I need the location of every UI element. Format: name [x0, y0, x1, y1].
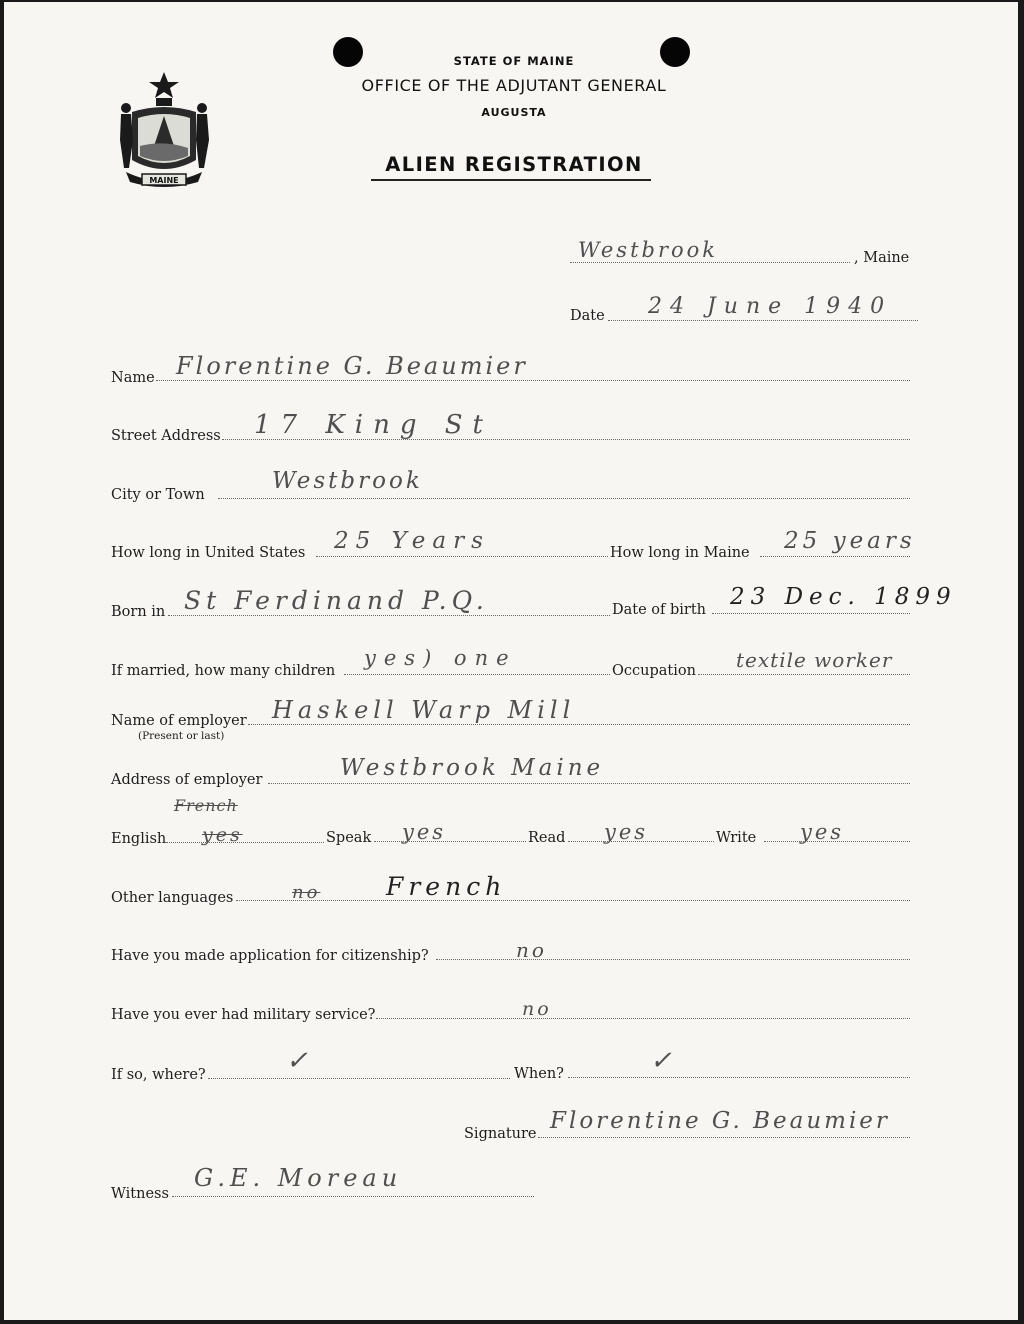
employer-name-entry: Haskell Warp Mill — [272, 696, 576, 724]
how-long-maine-label: How long in Maine — [610, 545, 750, 561]
name-entry: Florentine G. Beaumier — [176, 352, 528, 380]
city-heading: AUGUSTA — [481, 106, 547, 119]
write-label: Write — [716, 830, 757, 846]
married-children-line — [344, 674, 610, 675]
form-title: ALIEN REGISTRATION — [385, 153, 643, 176]
write-entry: yes — [800, 820, 845, 844]
town-line — [570, 262, 850, 263]
married-children-entry: yes) one — [364, 646, 517, 670]
street-address-label: Street Address — [111, 428, 221, 444]
when-entry: ✓ — [650, 1046, 675, 1076]
registration-form — [4, 2, 1018, 1320]
date-entry: 24 June 1940 — [648, 294, 893, 319]
occupation-entry: textile worker — [736, 648, 893, 672]
maine-seal-icon — [112, 68, 216, 192]
military-line — [376, 1018, 910, 1019]
name-label: Name — [111, 370, 155, 386]
office-heading: OFFICE OF THE ADJUTANT GENERAL — [361, 76, 667, 95]
employer-note: (Present or last) — [138, 730, 225, 742]
where-label: If so, where? — [111, 1067, 206, 1083]
date-line — [608, 320, 918, 321]
witness-entry: G.E. Moreau — [194, 1164, 403, 1192]
born-in-entry: St Ferdinand P.Q. — [184, 586, 489, 615]
occupation-label: Occupation — [612, 663, 696, 679]
how-long-us-entry: 25 Years — [334, 528, 490, 554]
maine-label: , Maine — [854, 250, 910, 266]
employer-name-line — [248, 724, 910, 725]
employer-address-entry: Westbrook Maine — [340, 755, 605, 781]
name-line — [156, 380, 910, 381]
date-of-birth-label: Date of birth — [612, 602, 707, 618]
speak-line — [374, 841, 526, 842]
citizenship-entry: no — [516, 938, 547, 962]
other-languages-line — [236, 900, 910, 901]
speak-label: Speak — [326, 830, 372, 846]
english-struck-entry: French — [174, 796, 238, 815]
where-line — [208, 1078, 510, 1079]
how-long-maine-line — [760, 556, 910, 557]
born-in-label: Born in — [111, 604, 166, 620]
how-long-us-label: How long in United States — [111, 545, 306, 561]
when-line — [568, 1077, 910, 1078]
street-address-entry: 17 King St — [254, 410, 494, 440]
where-entry: ✓ — [286, 1046, 311, 1076]
state-heading: STATE OF MAINE — [453, 54, 575, 68]
english-entry: yes — [202, 824, 243, 846]
employer-name-label: Name of employer — [111, 713, 247, 729]
employer-address-label: Address of employer — [111, 772, 263, 788]
born-in-line — [168, 615, 610, 616]
occupation-line — [698, 674, 910, 675]
how-long-us-line — [316, 556, 608, 557]
other-languages-struck-entry: no — [292, 882, 321, 903]
read-entry: yes — [604, 820, 649, 844]
other-languages-label: Other languages — [111, 890, 234, 906]
how-long-maine-entry: 25 years — [784, 528, 916, 554]
signature-label: Signature — [464, 1126, 537, 1142]
read-label: Read — [528, 830, 566, 846]
military-entry: no — [522, 998, 552, 1020]
date-of-birth-line — [712, 613, 910, 614]
title-underline — [371, 179, 651, 181]
seal-text: MAINE — [149, 176, 179, 185]
military-label: Have you ever had military service? — [111, 1007, 376, 1023]
citizenship-label: Have you made application for citizenship? — [111, 948, 429, 964]
town-entry: Westbrook — [578, 238, 719, 262]
witness-label: Witness — [111, 1186, 169, 1202]
when-label: When? — [514, 1066, 564, 1082]
signature-entry: Florentine G. Beaumier — [550, 1108, 890, 1134]
city-or-town-line — [218, 498, 910, 499]
other-languages-entry: French — [386, 872, 507, 901]
date-of-birth-entry: 23 Dec. 1899 — [730, 584, 957, 610]
witness-line — [172, 1196, 534, 1197]
english-label: English — [111, 831, 167, 847]
city-or-town-entry: Westbrook — [272, 468, 423, 494]
signature-line — [538, 1137, 910, 1138]
citizenship-line — [436, 959, 910, 960]
married-children-label: If married, how many children — [111, 663, 336, 679]
employer-address-line — [268, 783, 910, 784]
english-line — [166, 842, 324, 843]
city-or-town-label: City or Town — [111, 487, 205, 503]
speak-entry: yes — [402, 820, 447, 844]
date-label: Date — [570, 308, 605, 324]
